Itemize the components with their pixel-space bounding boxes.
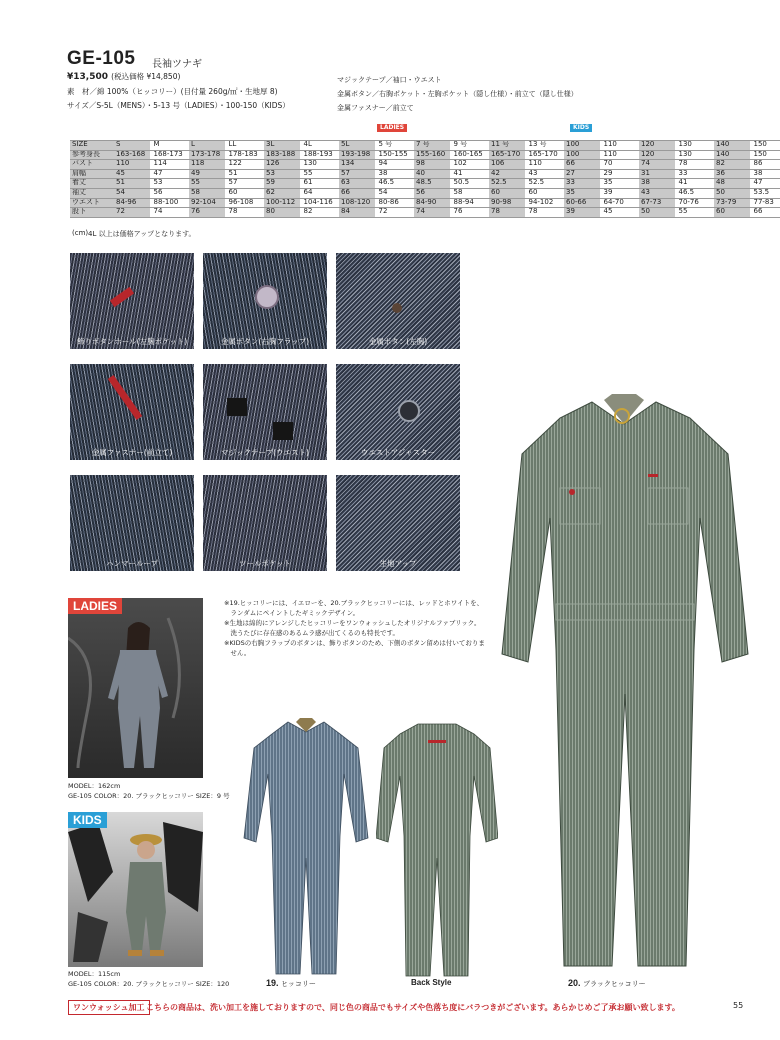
- size-cell: M: [153, 140, 160, 148]
- note-line: せん。: [224, 649, 251, 657]
- size-cell: 100: [566, 149, 580, 158]
- size-cell: 9 号: [453, 140, 468, 148]
- price-tax: (税込価格 ¥14,850): [111, 72, 181, 81]
- size-cell: 60: [228, 187, 238, 196]
- size-cell: 110: [116, 159, 130, 168]
- product-19-name: ヒッコリー: [281, 981, 316, 988]
- size-cell: 35: [603, 178, 613, 187]
- size-cell: 47: [753, 178, 763, 187]
- table-rule: [70, 198, 780, 199]
- size-cell: 35: [566, 187, 575, 196]
- one-wash-notice: こちらの商品は、洗い加工を施しておりますので、同じ色の商品でもサイズや色落ち度にバラつきがございます。あらかじめご了承お願い致します。: [146, 1003, 680, 1012]
- size-cell: 43: [528, 168, 538, 177]
- note-line: 洗うたびに存在感のあるムラ感が出てくるのも特長です。: [224, 629, 399, 637]
- price-value: ¥13,500: [67, 72, 108, 82]
- kids-model-color: GE-105 COLOR：20. ブラックヒッコリー SIZE：120: [68, 980, 230, 988]
- size-cell: 173-178: [191, 149, 221, 158]
- detail-caption: 飾りボタンホール(左胸ポケット): [76, 337, 188, 346]
- size-cell: 110: [603, 149, 617, 158]
- kids-tag: KIDS: [68, 812, 107, 828]
- ladies-size-tag: LADIES: [377, 124, 407, 132]
- size-cell: 54: [116, 187, 125, 196]
- size-cell: 66: [753, 207, 763, 216]
- size-cell: 60: [716, 207, 725, 216]
- product-19-image: [240, 718, 372, 980]
- size-cell: 78: [491, 207, 500, 216]
- size-cell: 52.5: [491, 178, 507, 187]
- metal-button-icon: [255, 285, 279, 309]
- size-cell: LL: [228, 140, 237, 148]
- size-cell: 49: [191, 168, 200, 177]
- size-cell: 50: [641, 207, 650, 216]
- product-code: GE-105: [67, 48, 136, 69]
- size-cell: 27: [566, 168, 575, 177]
- size-cell: 90-98: [491, 197, 512, 206]
- detail-caption: ハンマーループ: [106, 559, 158, 568]
- detail-caption: 金属ボタン(右胸フラップ): [220, 337, 310, 346]
- detail-caption: ウエストアジャスター: [360, 448, 436, 457]
- size-cell: 54: [378, 187, 388, 196]
- size-cell: 168-173: [153, 149, 183, 158]
- size-cell: 70-76: [678, 197, 699, 206]
- row-label: バスト: [72, 159, 93, 168]
- table-rule: [70, 207, 780, 208]
- size-cell: 126: [266, 159, 280, 168]
- size-cell: 55: [191, 178, 200, 187]
- size-cell: 122: [228, 159, 242, 168]
- size-cell: 76: [191, 207, 200, 216]
- size-cell: 100: [566, 140, 580, 148]
- product-notes: [224, 598, 484, 658]
- size-cell: 134: [341, 159, 355, 168]
- size-cell: 110: [528, 159, 542, 168]
- size-cell: 53: [266, 168, 275, 177]
- size-cell: 130: [303, 159, 317, 168]
- ladies-model-color: GE-105 COLOR：20. ブラックヒッコリー SIZE：9 号: [68, 792, 230, 800]
- size-cell: 46.5: [378, 178, 395, 187]
- row-label: 袖丈: [72, 187, 86, 196]
- size-cell: 80: [266, 207, 275, 216]
- detail-caption: 金属ボタン(左胸): [368, 337, 428, 346]
- note-line: ※生地は綿的にアレンジしたヒッコリーをワンウォッシュしたオリジナルファブリック。: [224, 619, 481, 627]
- size-cell: 84: [341, 207, 350, 216]
- detail-photo: [203, 253, 327, 349]
- product-20-image: [500, 394, 750, 976]
- size-cell: 73-79: [716, 197, 737, 206]
- size-cell: 13 号: [528, 140, 547, 148]
- product-20-label: [568, 978, 646, 989]
- size-cell: 108-120: [341, 197, 371, 206]
- size-cell: 36: [716, 168, 725, 177]
- size-cell: 38: [753, 168, 763, 177]
- size-cell: 46.5: [678, 187, 695, 196]
- detail-caption: マジックテープ(ウエスト): [221, 448, 309, 457]
- size-cell: 3L: [266, 140, 275, 148]
- size-cell: 84-96: [116, 197, 137, 206]
- table-rule: [70, 178, 780, 179]
- size-cell: 51: [116, 178, 125, 187]
- size-cell: 94-102: [528, 197, 554, 206]
- size-cell: 114: [153, 159, 167, 168]
- size-cell: 160-165: [453, 149, 483, 158]
- size-cell: 56: [416, 187, 425, 196]
- note-line: ランダムにペイントしたギミックデザイン。: [224, 609, 360, 617]
- product-20-name: ブラックヒッコリー: [583, 981, 646, 988]
- one-wash-label: ワンウォッシュ加工: [68, 1000, 150, 1015]
- metal-button-icon: [392, 303, 402, 313]
- size-cell: 178-183: [228, 149, 258, 158]
- size-cell: 31: [641, 168, 650, 177]
- kids-model-height: MODEL：115cm: [68, 970, 121, 978]
- table-rule: [70, 217, 780, 218]
- size-cell: 55: [678, 207, 688, 216]
- row-label: 肩幅: [72, 168, 86, 177]
- size-cell: 38: [378, 168, 388, 177]
- ladies-model-height: MODEL：162cm: [68, 782, 121, 790]
- size-cell: 110: [603, 140, 617, 148]
- size-cell: 74: [641, 159, 650, 168]
- table-rule: [70, 188, 780, 189]
- size-cell: 76: [453, 207, 463, 216]
- size-cell: 58: [453, 187, 463, 196]
- size-cell: 50: [716, 187, 725, 196]
- size-cell: 82: [716, 159, 725, 168]
- spec-zipper: 金属ファスナー／前立て: [337, 104, 414, 112]
- size-cell: 183-188: [266, 149, 296, 158]
- size-cell: 38: [641, 178, 650, 187]
- size-cell: 57: [228, 178, 238, 187]
- size-cell: 88-100: [153, 197, 179, 206]
- size-cell: 55: [303, 168, 313, 177]
- size-cell: 74: [153, 207, 163, 216]
- size-cell: 45: [116, 168, 125, 177]
- row-label: ウエスト: [72, 197, 100, 206]
- size-cell: 193-198: [341, 149, 371, 158]
- size-cell: 96-108: [228, 197, 254, 206]
- size-cell: 53.5: [753, 187, 770, 196]
- size-cell: 78: [678, 159, 688, 168]
- size-cell: 5L: [341, 140, 350, 148]
- table-rule: [70, 169, 780, 170]
- size-cell: 70: [603, 159, 613, 168]
- size-cell: 163-168: [116, 149, 146, 158]
- row-label: 着丈: [72, 178, 86, 187]
- table-rule: [70, 159, 780, 160]
- product-20-number: 20.: [568, 978, 581, 988]
- size-cell: 5 号: [378, 140, 393, 148]
- size-cell: 94: [378, 159, 388, 168]
- size-cell: 11 号: [491, 140, 510, 148]
- size-cell: 165-170: [491, 149, 521, 158]
- size-cell: 42: [491, 168, 500, 177]
- price: [67, 71, 180, 82]
- product-19-number: 19.: [266, 978, 279, 988]
- size-cell: 7 号: [416, 140, 430, 148]
- table-rule: [70, 140, 780, 141]
- size-cell: 53: [153, 178, 163, 187]
- kids-size-tag: KIDS: [570, 124, 592, 132]
- product-19-label: [266, 978, 316, 989]
- size-cell: 130: [678, 140, 692, 148]
- detail-photo: [336, 364, 460, 460]
- size-cell: 118: [191, 159, 205, 168]
- ladies-tag: LADIES: [68, 598, 122, 614]
- size-cell: 66: [566, 159, 575, 168]
- velcro-patch: [273, 422, 293, 440]
- size-cell: 60: [528, 187, 538, 196]
- note-line: ※19.ヒッコリーには、イエローを、20.ブラックヒッコリーには、レッドとホワイトを、: [224, 599, 484, 607]
- size-cell: 43: [641, 187, 650, 196]
- size-cell: 60: [491, 187, 500, 196]
- size-cell: 86: [753, 159, 763, 168]
- size-cell: 150: [753, 149, 767, 158]
- size-cell: S: [116, 140, 121, 148]
- size-cell: 72: [116, 207, 125, 216]
- detail-photo: [203, 364, 327, 460]
- size-cell: 39: [566, 207, 575, 216]
- size-cell: 62: [266, 187, 275, 196]
- row-label: 参考身長: [72, 149, 100, 158]
- size-cell: 74: [416, 207, 425, 216]
- size-cell: 92-104: [191, 197, 216, 206]
- kids-photo: [68, 812, 203, 967]
- detail-photo: [336, 253, 460, 349]
- size-cell: 77-83: [753, 197, 774, 206]
- detail-caption: 生地アップ: [379, 559, 417, 568]
- row-label: 股下: [72, 207, 86, 216]
- size-cell: 140: [716, 140, 730, 148]
- size-cell: 39: [603, 187, 613, 196]
- size-cell: 33: [678, 168, 688, 177]
- buttonhole-accent: [110, 287, 134, 307]
- size-cell: 84-90: [416, 197, 437, 206]
- size-cell: 100-112: [266, 197, 296, 206]
- size-cell: 150-155: [378, 149, 408, 158]
- size-cell: 120: [641, 149, 655, 158]
- size-cell: 33: [566, 178, 575, 187]
- size-cell: 51: [228, 168, 238, 177]
- size-cell: 41: [453, 168, 463, 177]
- detail-photo: [203, 475, 327, 571]
- spec-material: 素 材／綿 100%（ヒッコリー）(目付量 260g/㎡・生地厚 8): [67, 87, 278, 96]
- size-cell: 40: [416, 168, 425, 177]
- size-cell: 48: [716, 178, 725, 187]
- size-cell: 52.5: [528, 178, 545, 187]
- size-cell: 88-94: [453, 197, 474, 206]
- size-cell: 80-86: [378, 197, 399, 206]
- size-cell: 78: [528, 207, 538, 216]
- detail-photo: [70, 364, 194, 460]
- size-cell: 45: [603, 207, 613, 216]
- size-cell: 98: [416, 159, 425, 168]
- size-cell: 188-193: [303, 149, 333, 158]
- size-cell: 130: [678, 149, 692, 158]
- size-cell: 63: [341, 178, 350, 187]
- size-cell: 155-160: [416, 149, 446, 158]
- detail-caption: ツールポケット: [239, 559, 291, 568]
- size-cell: 150: [753, 140, 767, 148]
- size-cell: 82: [303, 207, 313, 216]
- detail-photo: [336, 475, 460, 571]
- spec-velcro: マジックテープ／袖口・ウエスト: [337, 76, 442, 84]
- row-label: SIZE: [72, 140, 88, 148]
- product-back-image: [376, 718, 498, 980]
- size-cell: 102: [453, 159, 467, 168]
- table-unit: (cm): [72, 229, 89, 237]
- size-cell: 60-66: [566, 197, 587, 206]
- size-cell: 78: [228, 207, 238, 216]
- size-cell: 4L: [303, 140, 312, 148]
- detail-photo: [70, 475, 194, 571]
- zipper-accent: [108, 375, 142, 420]
- size-cell: 140: [716, 149, 730, 158]
- size-cell: 120: [641, 140, 655, 148]
- size-cell: 56: [153, 187, 163, 196]
- table-rule: [70, 150, 780, 151]
- size-cell: 59: [266, 178, 275, 187]
- size-cell: 29: [603, 168, 613, 177]
- size-cell: 47: [153, 168, 163, 177]
- spec-sizes: サイズ／S-5L（MENS）・5-13 号（LADIES）・100-150（KIDS）: [67, 101, 290, 110]
- kids-model-figure: [68, 812, 203, 967]
- size-cell: 64: [303, 187, 313, 196]
- ladies-photo: [68, 598, 203, 778]
- size-cell: 104-116: [303, 197, 333, 206]
- size-cell: 165-170: [528, 149, 558, 158]
- table-note: 4L 以上は価格アップとなります。: [88, 230, 196, 238]
- ladies-model-figure: [68, 598, 203, 778]
- velcro-patch: [227, 398, 247, 416]
- page-number: 55: [733, 1001, 744, 1010]
- size-cell: 48.5: [416, 178, 432, 187]
- spec-buttons: 金属ボタン／右胸ポケット・左胸ポケット（隠し仕様）・前立て（隠し仕様）: [337, 90, 578, 98]
- size-cell: 66: [341, 187, 350, 196]
- size-cell: 67-73: [641, 197, 662, 206]
- product-name: 長袖ツナギ: [152, 59, 202, 70]
- size-cell: L: [191, 140, 195, 148]
- size-cell: 106: [491, 159, 505, 168]
- detail-photo: [70, 253, 194, 349]
- size-cell: 61: [303, 178, 313, 187]
- adjuster-button-icon: [398, 400, 420, 422]
- note-line: ※KIDSの右胸フラップのボタンは、飾りボタンのため、下側のボタン留めは付いておりま: [224, 639, 485, 647]
- size-cell: 57: [341, 168, 350, 177]
- size-cell: 58: [191, 187, 200, 196]
- size-cell: 64-70: [603, 197, 624, 206]
- size-cell: 41: [678, 178, 688, 187]
- back-style-label: Back Style: [411, 978, 452, 987]
- size-cell: 72: [378, 207, 388, 216]
- size-cell: 50.5: [453, 178, 470, 187]
- detail-caption: 金属ファスナー(前立て): [91, 448, 173, 457]
